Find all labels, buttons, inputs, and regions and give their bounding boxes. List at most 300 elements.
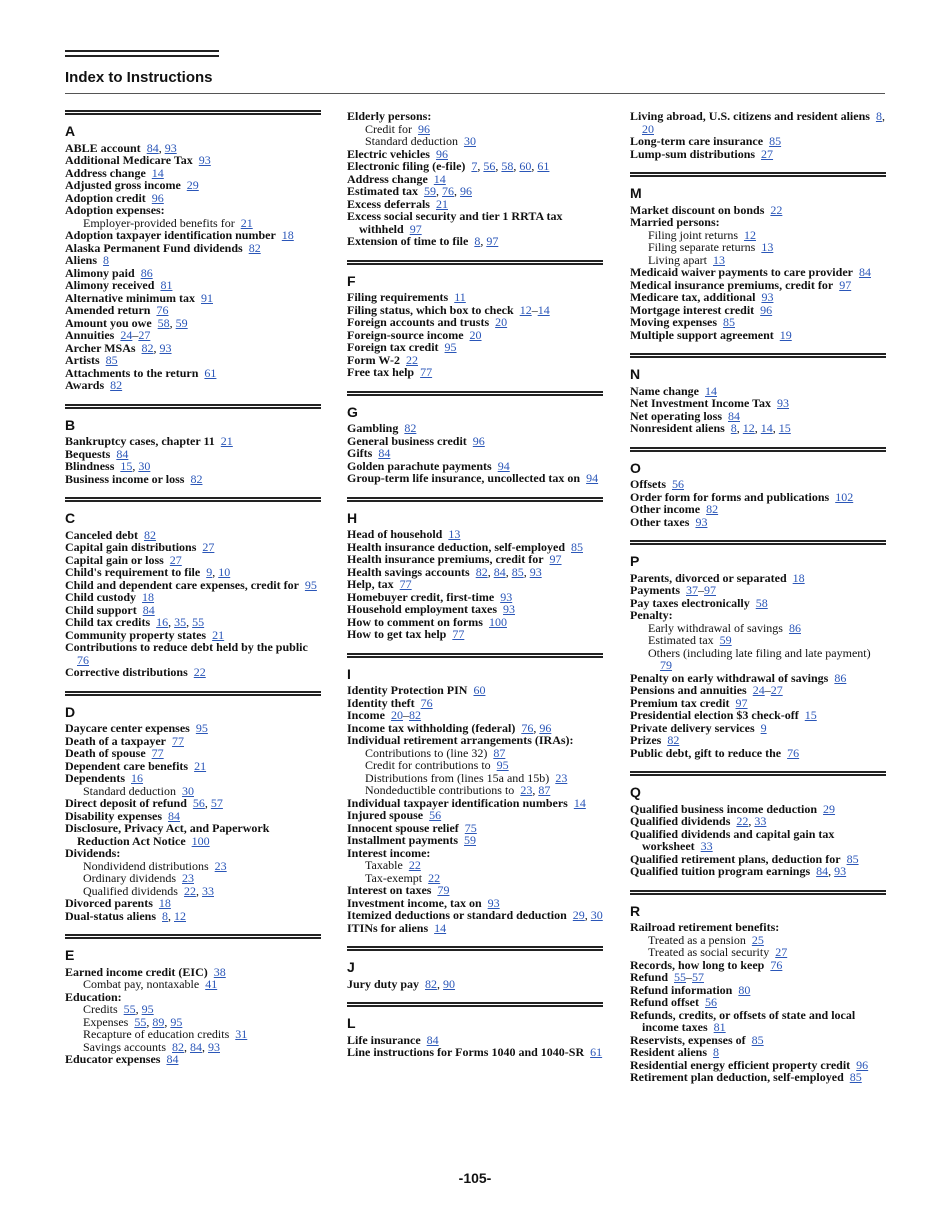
page-link[interactable]: 60 [519,159,532,173]
page-link[interactable]: 13 [448,527,461,541]
page-link[interactable]: 55 [674,970,687,984]
page-link[interactable]: 95 [170,1014,183,1029]
page-link[interactable]: 94 [586,471,599,485]
entry-pages[interactable]: 59, 76, 96 [424,184,472,198]
page-link[interactable]: 30 [181,783,194,798]
page-link[interactable]: 18 [281,228,294,242]
entry-pages[interactable] [235,1027,247,1041]
entry-pages[interactable] [787,746,799,760]
entry-pages[interactable]: 82, 90 [425,976,456,991]
page-link[interactable]: 61 [204,365,217,380]
entry-pages[interactable] [752,1033,764,1047]
entry-pages[interactable] [464,134,476,148]
page-link[interactable]: 22 [183,883,196,898]
page-link[interactable]: 57 [210,796,223,810]
entry-pages[interactable]: 23, 87 [520,783,551,797]
entry-pages[interactable] [221,434,233,448]
page-link[interactable]: 15 [120,459,133,473]
page-link[interactable]: 85 [105,353,118,367]
entry-pages[interactable] [777,396,789,410]
page-link[interactable]: 14 [573,795,586,810]
page-link[interactable]: 22 [193,665,206,679]
page-link[interactable]: 14 [151,165,164,180]
page-link[interactable]: 76 [77,652,89,667]
page-link[interactable]: 59 [719,633,732,647]
page-link[interactable]: 82 [172,1039,184,1054]
page-link[interactable]: 89 [152,1014,165,1029]
entry-pages[interactable] [110,378,122,392]
entry-pages[interactable] [166,1052,178,1066]
entry-pages[interactable]: 82, 84, 85, 93 [475,564,542,579]
page-link[interactable]: 81 [160,278,173,292]
entry-pages[interactable]: 55, 89, 95 [134,1014,183,1029]
page-link[interactable]: 14 [434,920,447,935]
page-link[interactable]: 9 [760,720,767,735]
entry-pages[interactable]: 24–27 [752,683,783,697]
page-link[interactable]: 95 [496,758,509,772]
page-link[interactable]: 21 [435,196,448,211]
entry-pages[interactable]: 29, 30 [572,908,603,922]
page-link[interactable]: 84 [168,808,181,823]
entry-pages[interactable]: 12–14 [519,302,550,317]
page-link[interactable]: 24 [752,683,765,697]
entry-pages[interactable] [574,796,586,810]
page-link[interactable]: 93 [761,290,774,304]
page-link[interactable]: 33 [700,839,713,853]
page-link[interactable]: 86 [140,265,153,280]
page-link[interactable]: 23 [214,858,227,873]
entry-pages[interactable]: 16, 35, 55 [156,615,205,629]
page-link[interactable]: 97 [409,221,422,236]
page-link[interactable]: 93 [503,602,515,616]
entry-pages[interactable] [199,153,211,167]
page-link[interactable]: 84 [116,446,129,461]
page-link[interactable]: 93 [198,153,211,167]
page-link[interactable]: 102 [835,489,854,504]
entry-pages[interactable]: 55, 95 [123,1002,154,1016]
page-link[interactable]: 96 [856,1057,869,1072]
page-link[interactable]: 61 [537,159,550,173]
entry-pages[interactable] [187,178,199,192]
page-link[interactable]: 20 [469,327,482,342]
entry-pages[interactable] [204,366,216,380]
entry-pages[interactable] [473,683,485,697]
page-link[interactable]: 76 [442,184,454,198]
page-link[interactable]: 82 [425,976,438,991]
page-link[interactable]: 84 [190,1039,202,1054]
page-link[interactable]: 55 [192,615,205,629]
page-link[interactable]: 8 [730,421,737,435]
entry-pages[interactable] [835,490,853,504]
entry-term: Prizes [630,733,662,747]
page-link[interactable]: 21 [220,434,233,448]
page-link[interactable]: 59 [424,184,436,198]
page-link[interactable]: 97 [839,277,852,292]
page-link[interactable]: 100 [488,614,507,629]
page-link[interactable]: 91 [200,290,213,305]
page-link[interactable]: 76 [521,720,534,735]
page-link[interactable]: 84 [493,564,506,579]
page-link[interactable]: 58 [501,159,514,173]
page-link[interactable]: 59 [464,833,477,847]
entry-pages[interactable] [201,291,213,305]
page-link[interactable]: 86 [834,670,847,685]
page-link[interactable]: 86 [788,620,801,635]
page-link[interactable]: 27 [761,146,774,161]
page-link[interactable]: 77 [420,365,433,379]
page-link[interactable]: 85 [571,539,583,554]
entry-pages[interactable] [421,696,433,710]
page-link[interactable]: 84 [858,265,871,279]
page-link[interactable]: 82 [190,471,203,486]
entry-pages[interactable] [196,721,208,735]
page-link[interactable]: 93 [695,514,708,529]
page-link[interactable]: 12 [519,302,532,317]
entry-pages[interactable] [761,147,773,161]
page-link[interactable]: 19 [779,327,792,342]
entry-pages[interactable] [192,834,210,848]
page-link[interactable]: 14 [433,171,446,186]
entry-term: Adoption taxpayer identification number [65,228,276,242]
entry-term: Pensions and annuities [630,683,747,697]
page-link[interactable]: 30 [590,908,603,922]
entry-pages[interactable]: 8, 20 [642,109,885,136]
entry-pages[interactable] [770,203,782,217]
page-link[interactable]: 85 [511,564,524,579]
page-link[interactable]: 59 [175,315,188,330]
entry-term: Distributions from (lines 15a and 15b) [365,770,550,785]
page-link[interactable]: 85 [769,134,782,148]
page-link[interactable]: 18 [792,570,805,585]
page-link[interactable]: 22 [428,870,441,885]
page-link[interactable]: 93 [529,564,542,579]
entry-term: Daycare center expenses [65,721,190,735]
page-link[interactable]: 77 [151,746,164,760]
entry-pages[interactable] [695,515,707,529]
page-link[interactable]: 61 [590,1045,603,1059]
entry-pages[interactable] [194,759,206,773]
page-link[interactable]: 16 [156,615,169,629]
page-link[interactable]: 10 [218,565,231,579]
page-link[interactable]: 8 [103,253,110,267]
page-link[interactable]: 93 [500,589,513,604]
entry-pages[interactable] [489,615,507,629]
entry-pages[interactable]: 37–97 [686,583,716,597]
entry-pages[interactable] [452,627,464,641]
entry-pages[interactable] [445,340,457,354]
page-link[interactable]: 21 [194,758,207,773]
page-link[interactable]: 7 [471,159,478,173]
page-link[interactable]: 27 [770,683,783,697]
page-link[interactable]: 33 [201,883,214,898]
entry-pages[interactable] [834,671,846,685]
page-link[interactable]: 96 [418,121,430,136]
page-link[interactable]: 84 [378,446,391,460]
entry-pages[interactable]: 58, 59 [157,315,188,330]
page-link[interactable]: 33 [754,814,767,828]
page-link[interactable]: 13 [712,252,725,267]
page-link[interactable]: 96 [435,146,448,161]
page-link[interactable]: 93 [834,864,847,878]
entry-pages[interactable] [590,1045,602,1059]
entry-pages[interactable]: 76, 96 [521,720,552,735]
page-link[interactable]: 87 [538,783,551,797]
entry-pages[interactable]: 22, 33 [183,883,214,898]
entry-pages[interactable]: 9, 10 [206,565,231,579]
page-link[interactable]: 97 [486,234,499,248]
page-link[interactable]: 30 [138,459,151,473]
page-link[interactable]: 56 [429,808,442,822]
page-link[interactable]: 82 [110,378,123,392]
entry-pages[interactable] [839,278,851,292]
page-link[interactable]: 18 [158,896,171,910]
page-link[interactable]: 58 [755,595,768,610]
page-link[interactable]: 16 [131,771,144,785]
page-link[interactable]: 37 [686,583,698,597]
page-link[interactable]: 96 [151,190,164,205]
entry-pages[interactable]: 8, 12, 14, 15 [730,421,791,435]
page-link[interactable]: 84 [146,140,159,155]
entry-pages[interactable]: 56, 57 [192,796,223,810]
page-link[interactable]: 23 [181,871,194,885]
page-link[interactable]: 82 [706,502,719,516]
page-link[interactable]: 30 [463,134,476,148]
page-link[interactable]: 25 [751,932,764,947]
entry-pages[interactable] [550,552,562,566]
page-link[interactable]: 35 [174,615,187,629]
page-link[interactable]: 96 [460,184,472,198]
entry-pages[interactable] [434,921,446,935]
page-link[interactable]: 31 [235,1027,248,1041]
page-link[interactable]: 58 [157,315,170,330]
entry-pages[interactable]: 82, 84, 93 [172,1039,220,1054]
page-link[interactable]: 82 [667,733,680,747]
entry-pages[interactable]: 7, 56, 58, 60, 61 [471,159,550,173]
entry-pages[interactable] [738,983,750,997]
entry-pages[interactable]: 15, 30 [120,459,151,473]
page-link[interactable]: 95 [304,577,317,592]
page-link[interactable]: 94 [497,458,510,473]
page-link[interactable]: 93 [777,396,789,410]
entry-pages[interactable]: 22, 33 [736,814,767,828]
page-link[interactable]: 27 [169,552,182,567]
entry-term: Line instructions for Forms 1040 and 1040-SR [347,1045,585,1059]
entry-pages[interactable]: 24–27 [120,328,151,342]
page-link[interactable]: 93 [487,895,500,910]
page-link[interactable]: 84 [728,408,740,423]
page-link[interactable]: 23 [520,783,533,797]
entry-term: Foreign accounts and trusts [347,315,490,329]
entry-pages[interactable]: 20–82 [391,708,421,722]
entry-pages[interactable] [464,833,476,847]
entry-pages[interactable] [823,802,835,816]
entry-pages[interactable] [760,303,772,317]
page-link[interactable]: 41 [205,977,218,991]
page-link[interactable]: 82 [404,421,417,435]
page-link[interactable]: 84 [426,1032,439,1047]
page-link[interactable]: 95 [195,721,208,735]
page-link[interactable]: 56 [672,477,684,491]
entry-pages[interactable] [770,958,782,972]
entry-pages[interactable] [194,665,206,679]
entry-pages[interactable] [205,977,217,991]
page-link[interactable]: 9 [206,565,213,579]
page-link[interactable]: 85 [849,1070,862,1084]
entry-term: Moving expenses [630,315,717,329]
page-link[interactable]: 95 [444,340,457,354]
page-link[interactable]: 29 [186,178,199,192]
page-link[interactable]: 20 [642,121,654,136]
entry-pages[interactable] [859,265,871,279]
page-link[interactable]: 79 [660,658,672,672]
page-link[interactable]: 11 [454,290,466,304]
entry-pages[interactable] [172,734,184,748]
entry-pages[interactable] [305,578,317,592]
page-link[interactable]: 12 [742,421,755,435]
entry-pages[interactable]: 84, 93 [816,864,847,878]
page-link[interactable]: 56 [192,796,205,810]
page-link[interactable]: 77 [399,577,412,591]
page-link[interactable]: 27 [775,945,788,959]
page-link[interactable]: 82 [144,527,156,542]
page-link[interactable]: 8 [875,109,882,123]
page-link[interactable]: 22 [408,858,421,872]
page-link[interactable]: 84 [166,1052,179,1066]
page-link[interactable]: 56 [705,995,717,1009]
page-link[interactable]: 76 [770,957,783,972]
entry-pages[interactable] [805,708,817,722]
page-link[interactable]: 27 [202,540,215,554]
page-link[interactable]: 21 [212,627,225,642]
page-link[interactable]: 15 [804,708,817,722]
page-link[interactable]: 12 [174,908,187,923]
page-link[interactable]: 96 [472,433,485,448]
entry-term: Death of a taxpayer [65,733,166,748]
entry-pages[interactable]: 8, 97 [474,234,499,248]
entry-pages[interactable] [420,365,432,379]
page-link[interactable]: 75 [464,820,477,835]
entry-pages[interactable] [470,328,482,342]
entry-pages[interactable] [780,328,792,342]
page-link[interactable]: 20 [495,315,508,329]
page-link[interactable]: 93 [208,1039,220,1054]
entry-pages[interactable] [190,472,202,486]
page-link[interactable]: 100 [191,833,210,848]
entry-pages[interactable] [282,228,294,242]
page-link[interactable]: 82 [475,564,488,579]
entry-pages[interactable] [761,240,773,254]
page-link[interactable]: 84 [816,864,829,878]
entry-pages[interactable]: 8, 12 [162,908,187,923]
page-link[interactable]: 76 [787,745,800,760]
page-link[interactable]: 22 [770,202,783,217]
page-link[interactable]: 97 [549,552,562,566]
page-link[interactable]: 13 [761,240,774,254]
entry-pages[interactable] [495,315,507,329]
page-link[interactable]: 81 [713,1020,726,1034]
page-link[interactable]: 38 [213,964,226,979]
page-link[interactable]: 90 [443,976,456,991]
entry-pages[interactable] [215,859,227,873]
page-link[interactable]: 14 [705,383,717,398]
page-link[interactable]: 76 [156,303,169,317]
page-link[interactable]: 24 [120,328,133,342]
page-link[interactable]: 97 [735,695,748,710]
page-link[interactable]: 12 [744,227,756,242]
page-link[interactable]: 77 [171,733,184,748]
page-link[interactable]: 77 [452,627,465,641]
page-link[interactable]: 85 [751,1032,764,1047]
page-link[interactable]: 14 [760,421,773,435]
page-link[interactable]: 60 [473,683,486,697]
entry-pages[interactable]: 55–57 [674,970,705,984]
page-link[interactable]: 96 [760,302,773,317]
entry-pages[interactable] [761,721,767,735]
page-link[interactable]: 8 [713,1045,720,1059]
page-link[interactable]: 55 [123,1002,136,1016]
entry-pages[interactable] [249,241,261,255]
entry-pages[interactable] [706,502,718,516]
page-link[interactable]: 15 [778,421,791,435]
page-link[interactable]: 87 [493,745,506,760]
page-link[interactable]: 82 [141,340,154,355]
entry-pages[interactable] [850,1070,862,1084]
page-link[interactable]: 21 [240,215,253,230]
page-link[interactable]: 8 [162,908,169,923]
entry-pages[interactable]: 84, 93 [146,140,177,155]
entry-pages[interactable] [586,471,598,485]
entry-term: Installment payments [347,833,459,847]
page-link[interactable]: 29 [572,908,585,922]
entry-pages[interactable] [571,540,583,554]
entry-pages[interactable] [202,540,214,554]
entry-pages[interactable] [756,596,768,610]
page-link[interactable]: 97 [704,583,716,597]
page-link[interactable]: 23 [555,770,568,785]
page-link[interactable]: 95 [141,1002,154,1016]
page-link[interactable]: 55 [134,1014,147,1029]
page-link[interactable]: 76 [420,695,433,710]
entry-pages[interactable] [847,852,859,866]
page-link[interactable]: 57 [692,970,705,984]
entry-pages[interactable] [793,571,805,585]
page-link[interactable]: 84 [142,602,155,617]
page-link[interactable]: 85 [723,315,735,329]
entry-pages[interactable]: 82, 93 [141,340,172,355]
entry-pages[interactable] [789,621,801,635]
page-link[interactable]: 22 [736,814,749,828]
page-link[interactable]: 82 [248,240,261,255]
page-link[interactable]: 22 [406,352,418,367]
page-link[interactable]: 96 [539,720,552,735]
section-rule [65,497,321,502]
page-link[interactable]: 80 [738,982,751,997]
page-link[interactable]: 29 [823,801,836,816]
page-link[interactable]: 79 [437,883,450,897]
page-link[interactable]: 8 [474,234,481,248]
page-link[interactable]: 27 [138,328,151,342]
page-link[interactable]: 93 [159,340,172,355]
page-link[interactable]: 14 [537,302,550,317]
entry-pages[interactable] [555,771,567,785]
page-link[interactable]: 18 [142,590,155,604]
entry-pages[interactable] [473,434,485,448]
page-link[interactable]: 93 [164,140,177,155]
page-link[interactable]: 82 [409,708,421,722]
page-link[interactable]: 56 [483,159,496,173]
page-link[interactable]: 20 [391,708,403,722]
page-link[interactable]: 85 [846,851,859,866]
